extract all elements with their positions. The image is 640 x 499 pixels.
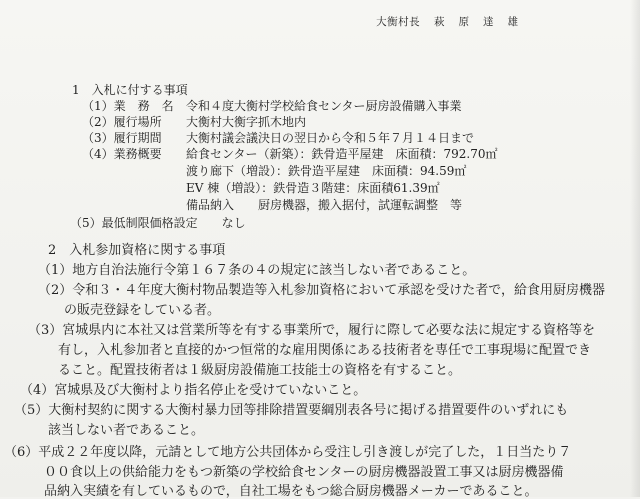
item1-label: （1）業 務 名 [82,99,174,113]
section2-line-2: （2）令和３・４年度大衡村物品製造等入札参加資格において承認を受けた者で，給食用厨房機器 [38,283,606,298]
page-edge-shadow [630,0,640,497]
item5: （5）最低制限価格設定 なし [70,216,246,230]
signature-name: 萩原達雄 [434,16,532,28]
section2-line-10: （6）平成２２年度以降，元請として地方公共団体から受注し引き渡しが完了した，１日当たり７ [4,445,572,460]
section2-line-8: （5）大衡村契約に関する大衡村暴力団等排除措置要綱別表各号に掲げる措置要件のいずれにも [14,403,569,418]
item4-value: 給食センター（新築）：鉄骨造平屋建 床面積：792.70㎡ [186,147,498,161]
section2-line-5: 有し，入札参加者と直接的かつ恒常的な雇用関係にある技術者を専任で工事現場に配置でき [58,343,592,358]
section2-line-1: （1）地方自治法施行令第１６７条の４の規定に該当しない者であること。 [38,263,476,278]
signature-block [366,14,532,29]
section2-line-9: 該当しない者であること。 [48,423,205,438]
item3-label: （3）履行期間 [82,131,162,145]
item4-label: （4）業務概要 [82,147,162,161]
section2-line-7: （4）宮城県及び大衡村より指名停止を受けていないこと。 [20,383,367,398]
section2-line-12: 品納入実績を有しているもので，自社工場をもつ総合厨房機器メーカーであること。 [44,484,538,499]
section2-line-6: ること。配置技術者は１級厨房設備施工技能士の資格を有すること。 [58,363,462,378]
signature-title: 大衡村長 [376,16,421,28]
item4-continuation-3: 備品納入 厨房機器，搬入据付，試運転調整 等 [186,198,463,212]
item3-value: 大衡村議会議決日の翌日から令和５年７月１４日まで [186,131,475,145]
item2-label: （2）履行場所 [82,115,162,129]
section2-line-11: ００食以上の供給能力をもつ新築の学校給食センターの厨房機器設置工事又は厨房機器備 [44,465,564,480]
item1-value: 令和４度大衡村学校給食センター厨房設備購入事業 [186,99,462,113]
item4-continuation-2: EV 棟（増設）：鉄骨造３階建：床面積61.39㎡ [186,181,440,195]
item4-continuation-1: 渡り廊下（増設）：鉄骨造平屋建 床面積：94.59㎡ [186,164,467,178]
section1-heading: 1 入札に付する事項 [72,83,188,97]
item2-value: 大衡村大衡字抓木地内 [186,115,307,129]
section2-line-4: （3）宮城県内に本社又は営業所等を有する事業所で，履行に際して必要な法に規定する資格等を [28,323,596,338]
section2-line-3: の販売登録をしている者。 [64,303,221,318]
section2-heading: 2 入札参加資格に関する事項 [48,243,226,258]
